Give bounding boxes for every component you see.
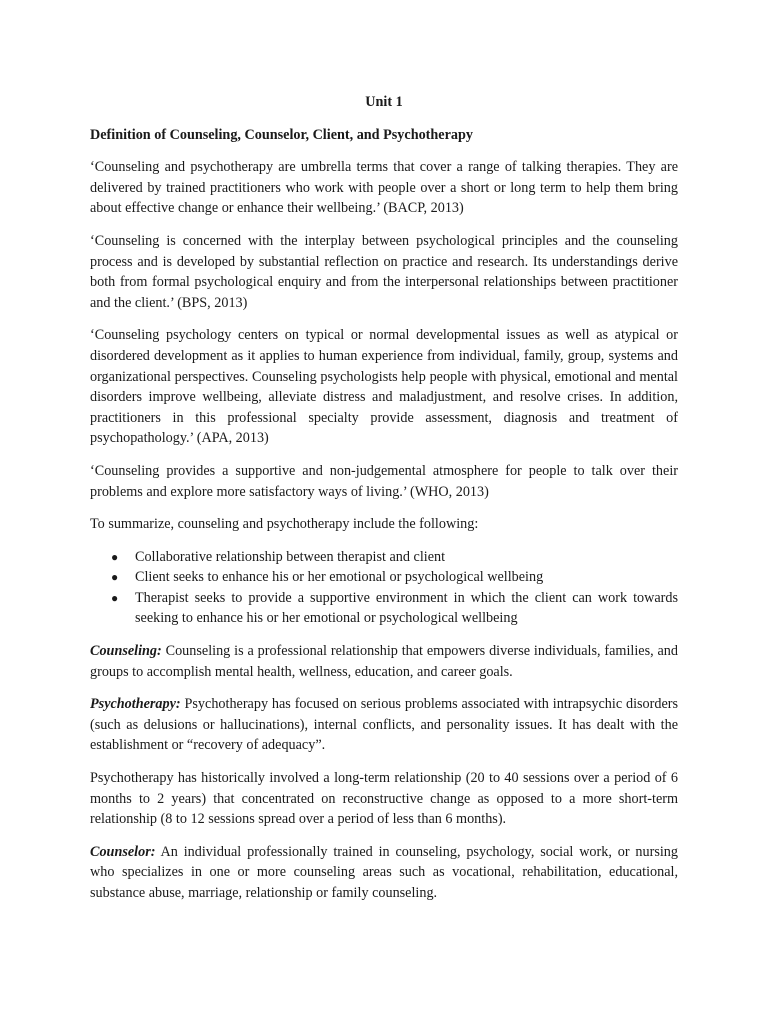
document-page bbox=[90, 92, 678, 916]
quote-apa: ‘Counseling psychology centers on typical or normal developmental issues as well as atypical or disordered development as it applies to human experience from individual, family, group, systems and organizational perspectives. Counseling psychologists help people with physical, emotional and mental disorders improve wellbeing, alleviate distress and maladjustment, and resolve crises. In addition, practitioners in this professional specialty provide assessment, diagnosis and treatment of psychopathology.’ (APA, 2013) bbox=[90, 327, 678, 447]
unit-title: Unit 1 bbox=[365, 94, 403, 110]
counselor-definition bbox=[90, 842, 678, 904]
summary-list bbox=[90, 547, 678, 629]
list-item bbox=[90, 588, 678, 629]
quote-bacp: ‘Counseling and psychotherapy are umbrella terms that cover a range of talking therapies. They are delivered by trained practitioners who work with people over a short or long term to help them bring about effective change or enhance their wellbeing.’ (BACP, 2013) bbox=[90, 159, 678, 217]
counselor-text: An individual professionally trained in counseling, psychology, social work, or nursing who specializes in one or more counseling areas such as vocational, rehabilitation, educational, substance abuse, marriage, relationship or family counseling. bbox=[90, 843, 678, 901]
quote-bps: ‘Counseling is concerned with the interplay between psychological principles and the counseling process and is developed by substantial reflection on practice and research. Its understandings derive both from formal psychological enquiry and from the interpersonal relationships between practitioner and the client.’ (BPS, 2013) bbox=[90, 232, 678, 311]
counseling-term: Counseling: bbox=[90, 643, 162, 660]
counselor-term: Counselor: bbox=[90, 843, 156, 860]
psychotherapy-history: Psychotherapy has historically involved a long-term relationship (20 to 40 sessions over a period of 6 months to 2 years) that concentrated on reconstructive change as opposed to a more short-term relationship (8 to 12 sessions spread over a period of less than 6 months). bbox=[90, 770, 678, 828]
summary-intro: To summarize, counseling and psychotherapy include the following: bbox=[90, 516, 479, 533]
list-item-text: Collaborative relationship between therapist and client bbox=[135, 548, 446, 565]
quote-who: ‘Counseling provides a supportive and non-judgemental atmosphere for people to talk over their problems and explore more satisfactory ways of living.’ (WHO, 2013) bbox=[90, 462, 678, 500]
list-item bbox=[90, 547, 678, 568]
counseling-definition bbox=[90, 641, 678, 682]
psychotherapy-text: Psychotherapy has focused on serious problems associated with intrapsychic disorders (such as delusions or hallucinations), internal conflicts, and personality issues. It has dealt with the establishment or “recovery of adequacy”. bbox=[90, 696, 678, 754]
bullet-icon: ● bbox=[111, 549, 119, 564]
bullet-icon: ● bbox=[111, 570, 119, 585]
list-item-text: Therapist seeks to provide a supportive environment in which the client can work towards seeking to enhance his or her emotional or psychological wellbeing bbox=[135, 589, 678, 627]
section-heading: Definition of Counseling, Counselor, Client, and Psychotherapy bbox=[90, 126, 473, 143]
counseling-text: Counseling is a professional relationship that empowers diverse individuals, families, and groups to accomplish mental health, wellness, education, and career goals. bbox=[90, 643, 678, 680]
psychotherapy-definition bbox=[90, 694, 678, 756]
list-item-text: Client seeks to enhance his or her emotional or psychological wellbeing bbox=[135, 569, 544, 586]
psychotherapy-term: Psychotherapy: bbox=[90, 696, 181, 713]
bullet-icon: ● bbox=[111, 590, 119, 605]
list-item bbox=[90, 567, 678, 588]
